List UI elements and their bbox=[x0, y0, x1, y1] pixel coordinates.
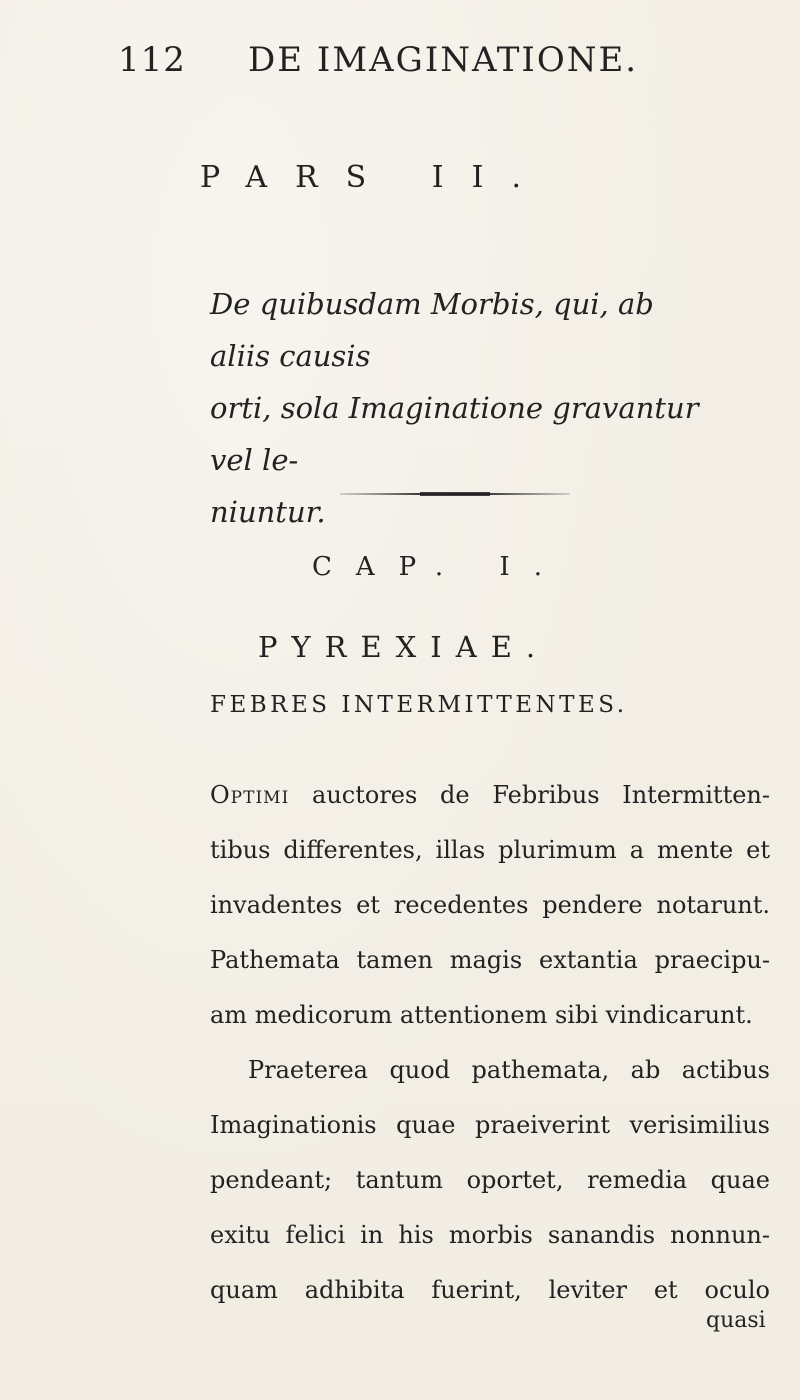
text-line: tibus differentes, illas plurimum a mente et bbox=[210, 836, 770, 864]
ornamental-rule bbox=[340, 492, 570, 496]
text-line: Praeterea quod pathemata, ab actibus bbox=[248, 1056, 770, 1084]
catchword: quasi bbox=[706, 1308, 766, 1333]
subtitle-line: niuntur. bbox=[210, 495, 326, 529]
part-subtitle bbox=[210, 278, 710, 538]
part-heading: PARS II. bbox=[200, 160, 550, 195]
page-number: 112 bbox=[118, 40, 186, 80]
text-line: Imaginationis quae praeiverint verisimilius bbox=[210, 1111, 770, 1139]
text-line: exitu felici in his morbis sanandis nonnun- bbox=[210, 1221, 770, 1249]
chapter-number: CAP. I. bbox=[312, 552, 566, 582]
body-paragraph bbox=[210, 768, 770, 1318]
text-line: am medicorum attentionem sibi vindicarunt. bbox=[210, 1001, 753, 1029]
first-word: Optimi bbox=[210, 781, 290, 809]
text-line: Pathemata tamen magis extantia praecipu- bbox=[210, 946, 770, 974]
text-line: pendeant; tantum oportet, remedia quae bbox=[210, 1166, 770, 1194]
subtitle-line: De quibusdam Morbis, qui, ab aliis causis bbox=[210, 287, 654, 373]
text-line: quam adhibita fuerint, leviter et oculo bbox=[210, 1276, 770, 1304]
text-line: invadentes et recedentes pendere notarunt. bbox=[210, 891, 770, 919]
text-line: Optimi auctores de Febribus Intermitten- bbox=[210, 781, 770, 809]
running-title: DE IMAGINATIONE. bbox=[248, 40, 639, 80]
chapter-title: PYREXIAE. bbox=[258, 630, 550, 664]
subtitle-line: orti, sola Imaginatione gravantur vel le- bbox=[210, 391, 699, 477]
chapter-subtitle: FEBRES INTERMITTENTES. bbox=[210, 692, 628, 718]
